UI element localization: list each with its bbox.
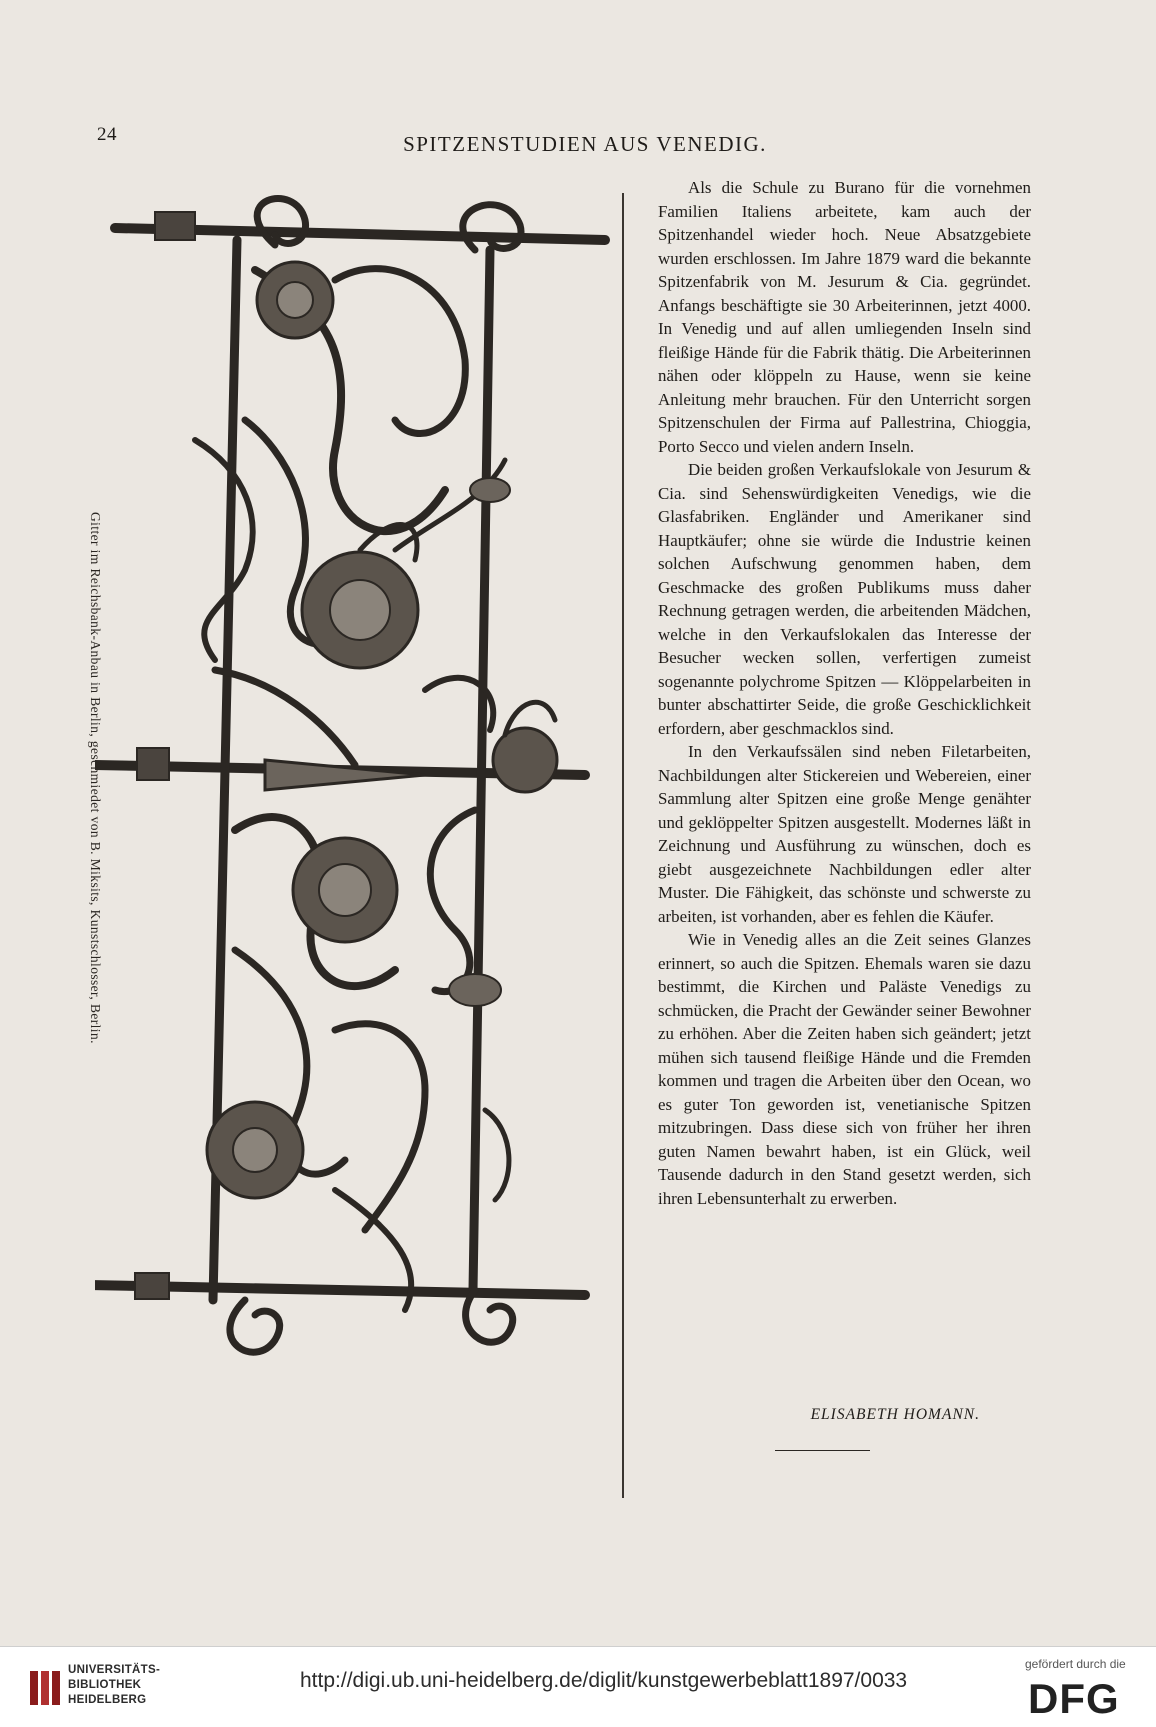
university-library-logo-icon [28,1667,62,1709]
source-url[interactable]: http://digi.ub.uni-heidelberg.de/diglit/kunstgewerbeblatt1897/0033 [300,1669,908,1692]
page-number: 24 [97,124,117,145]
figure-caption: Gitter im Reichsbank-Anbau in Berlin, geschmiedet von B. Miksits, Kunstschlosser, Berlin. [88,512,103,1044]
library-name: UNIVERSITÄTS- BIBLIOTHEK HEIDELBERG [68,1664,161,1706]
running-head: SPITZENSTUDIEN AUS VENEDIG. [403,132,767,156]
article-column [658,176,1031,1210]
dfg-logo: DFG [1028,1675,1120,1722]
wrought-iron-grille-illustration [95,190,615,1490]
digitization-footer [0,1646,1156,1727]
article-paragraph: Als die Schule zu Burano für die vornehmen Familien Italiens arbeitete, kam auch der Spitzenhandel wieder hoch. Neue Absatzgebiete wurden erschlossen. Im Jahre 1879 ward die bekannte Spitzenfabrik von M. Jesurum & Cia. gegründet. Anfangs beschäftigte sie 30 Arbeiterinnen, jetzt 4000. In Venedig und auf allen umliegenden Inseln sind fleißige Hände für die Fabrik thätig. Die Arbeiterinnen nähen oder klöppeln zu Hause, wenn sie keine Anleitung mehr brauchen. Für den Unterricht sorgen Spitzenschulen der Firma auf Pallestrina, Chioggia, Porto Secco und vielen andern Inseln. [658,178,1031,456]
column-rule [622,193,624,1498]
funding-label: gefördert durch die [1025,1657,1126,1671]
article-paragraph: Die beiden großen Verkaufslokale von Jesurum & Cia. sind Sehenswürdigkeiten Venedigs, wie die Glasfabriken. Engländer und Amerikaner sind Hauptkäufer; ohne sie würde die Industrie keinen solchen Aufschwung genommen haben, dem Geschmacke des großen Publikums muss daher Rechnung getragen werden, die arbeitenden Mädchen, welche in den Verkaufslokalen das Interesse der Besucher wecken sollen, verfertigen zumeist sogenannte polychrome Spitzen — Klöppelarbeiten in bunter abschattirter Seide, die große Geschicklichkeit erfordern, aber geschmacklos sind. [658,460,1031,738]
article-paragraph: Wie in Venedig alles an die Zeit seines Glanzes erinnert, so auch die Spitzen. Ehemals waren sie dazu bestimmt, die Kirchen und Paläste Venedigs zu schmücken, die Pracht der Gewänder seiner Bewohner zu erhöhen. Aber die Zeiten haben sich geändert; jetzt mühen sich tausend fleißige Hände und die Fremden kommen und tragen die Arbeiten über den Ocean, wo es guter Ton geworden ist, venetianische Spitzen mitzubringen. Dass diese sich von früher her ihren guten Namen bewahrt haben, ist ein Glück, weil Tausende dadurch in den Stand gesetzt werden, sich ihren Lebensunterhalt zu erwerben. [658,930,1031,1208]
end-rule [775,1450,870,1451]
author-signature: ELISABETH HOMANN. [810,1406,980,1423]
article-paragraph: In den Verkaufssälen sind neben Filetarbeiten, Nachbildungen alter Stickereien und Webereien, einer Sammlung alter Spitzen eine große Menge genähter und geklöppelter Spitzen ausgestellt. Modernes läßt in Zeichnung und Ausführung zu wünschen, doch es giebt ausgezeichnete Nachbildungen edler alter Muster. Die Fähigkeit, das schönste und schwerste zu arbeiten, ist vorhanden, aber es fehlen die Käufer. [658,742,1031,926]
